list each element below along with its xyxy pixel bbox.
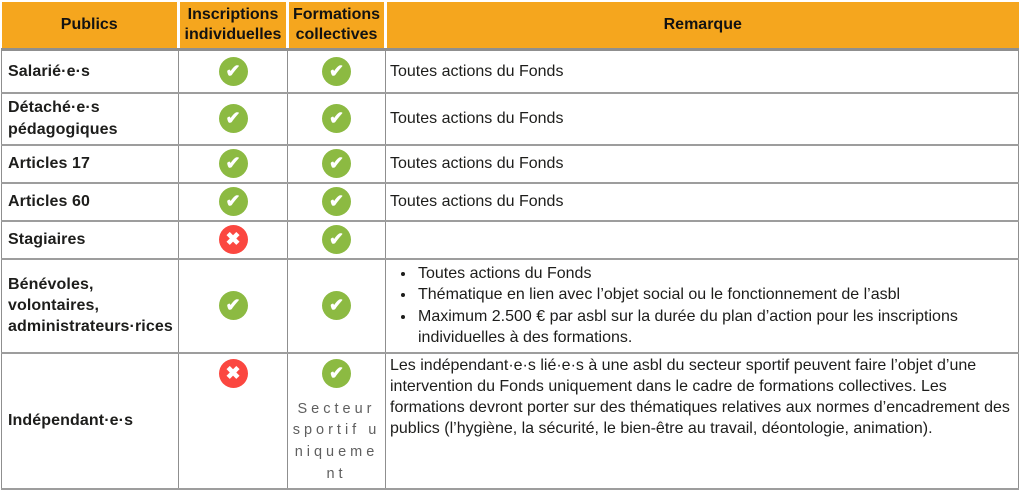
table-header-row: [2, 2, 1019, 50]
check-icon: ✔: [322, 57, 351, 86]
inscriptions-cell: [179, 50, 288, 93]
public-label: Détaché·e·s pédagogiques: [2, 93, 179, 145]
cross-icon: ✖: [219, 359, 248, 388]
formations-cell: [288, 259, 386, 353]
check-icon: ✔: [219, 149, 248, 178]
column-header-remarque: Remarque: [386, 2, 1019, 50]
check-icon: ✔: [322, 104, 351, 133]
inscriptions-cell: [179, 221, 288, 259]
cross-icon: ✖: [219, 225, 248, 254]
check-icon: ✔: [219, 104, 248, 133]
column-header-formations-collectives: Formations collectives: [288, 2, 386, 50]
remark-bullet: • Maximum 2.500 € par asbl sur la durée du plan d’action pour les inscriptions individuelles à des formations.: [416, 306, 1014, 348]
public-label: Stagiaires: [2, 221, 179, 259]
table-row-articles-17: [2, 145, 1019, 183]
check-icon: ✔: [322, 149, 351, 178]
column-header-inscriptions-individuelles: Inscriptions individuelles: [179, 2, 288, 50]
table-row-independants: [2, 353, 1019, 489]
public-label: Salarié·e·s: [2, 50, 179, 93]
remark-cell: Toutes actions du Fonds: [386, 145, 1019, 183]
inscriptions-cell: [179, 145, 288, 183]
inscriptions-cell: [179, 353, 288, 489]
remark-cell: Les indépendant·e·s lié·e·s à une asbl du secteur sportif peuvent faire l’objet d’une intervention du Fonds uniquement dans le cadre de formations collectives. Les formations devront porter sur des thématiques relatives aux normes d’encadrement des publics (l’hygiène, la sécurité, le bien-être au travail, déontologie, animation).: [386, 353, 1019, 489]
remark-bullet: • Toutes actions du Fonds: [416, 263, 1014, 284]
public-label-line: volontaires,: [8, 296, 100, 314]
remark-cell: [386, 221, 1019, 259]
public-label: Articles 17: [2, 145, 179, 183]
remark-cell: [386, 259, 1019, 353]
table-row-salaries: [2, 50, 1019, 93]
formations-cell: [288, 221, 386, 259]
check-icon: ✔: [322, 225, 351, 254]
remark-cell: Toutes actions du Fonds: [386, 50, 1019, 93]
formations-cell: [288, 145, 386, 183]
check-icon: ✔: [322, 187, 351, 216]
inscriptions-cell: [179, 259, 288, 353]
remark-cell: Toutes actions du Fonds: [386, 93, 1019, 145]
check-icon: ✔: [219, 291, 248, 320]
remark-cell: Toutes actions du Fonds: [386, 183, 1019, 221]
table-row-detaches-pedagogiques: [2, 93, 1019, 145]
formations-note: Secteur sportif uniquement: [292, 400, 381, 482]
table-row-benevoles: [2, 259, 1019, 353]
inscriptions-cell: [179, 93, 288, 145]
check-icon: ✔: [322, 359, 351, 388]
check-icon: ✔: [219, 57, 248, 86]
public-label-line: administrateurs·rices: [8, 318, 173, 336]
table-row-stagiaires: [2, 221, 1019, 259]
table-row-articles-60: [2, 183, 1019, 221]
remark-bullet: • Thématique en lien avec l’objet social ou le fonctionnement de l’asbl: [416, 284, 1014, 305]
public-label: [2, 259, 179, 353]
formations-cell: [288, 183, 386, 221]
formations-cell: [288, 50, 386, 93]
public-label: Indépendant·e·s: [2, 353, 179, 489]
check-icon: ✔: [219, 187, 248, 216]
publics-eligibility-table: [1, 2, 1019, 490]
inscriptions-cell: [179, 183, 288, 221]
formations-cell: [288, 93, 386, 145]
formations-cell: [288, 353, 386, 489]
column-header-publics: Publics: [2, 2, 179, 50]
public-label: Articles 60: [2, 183, 179, 221]
public-label-line: Bénévoles,: [8, 275, 94, 293]
remark-bullet-list: [390, 263, 1014, 347]
check-icon: ✔: [322, 291, 351, 320]
